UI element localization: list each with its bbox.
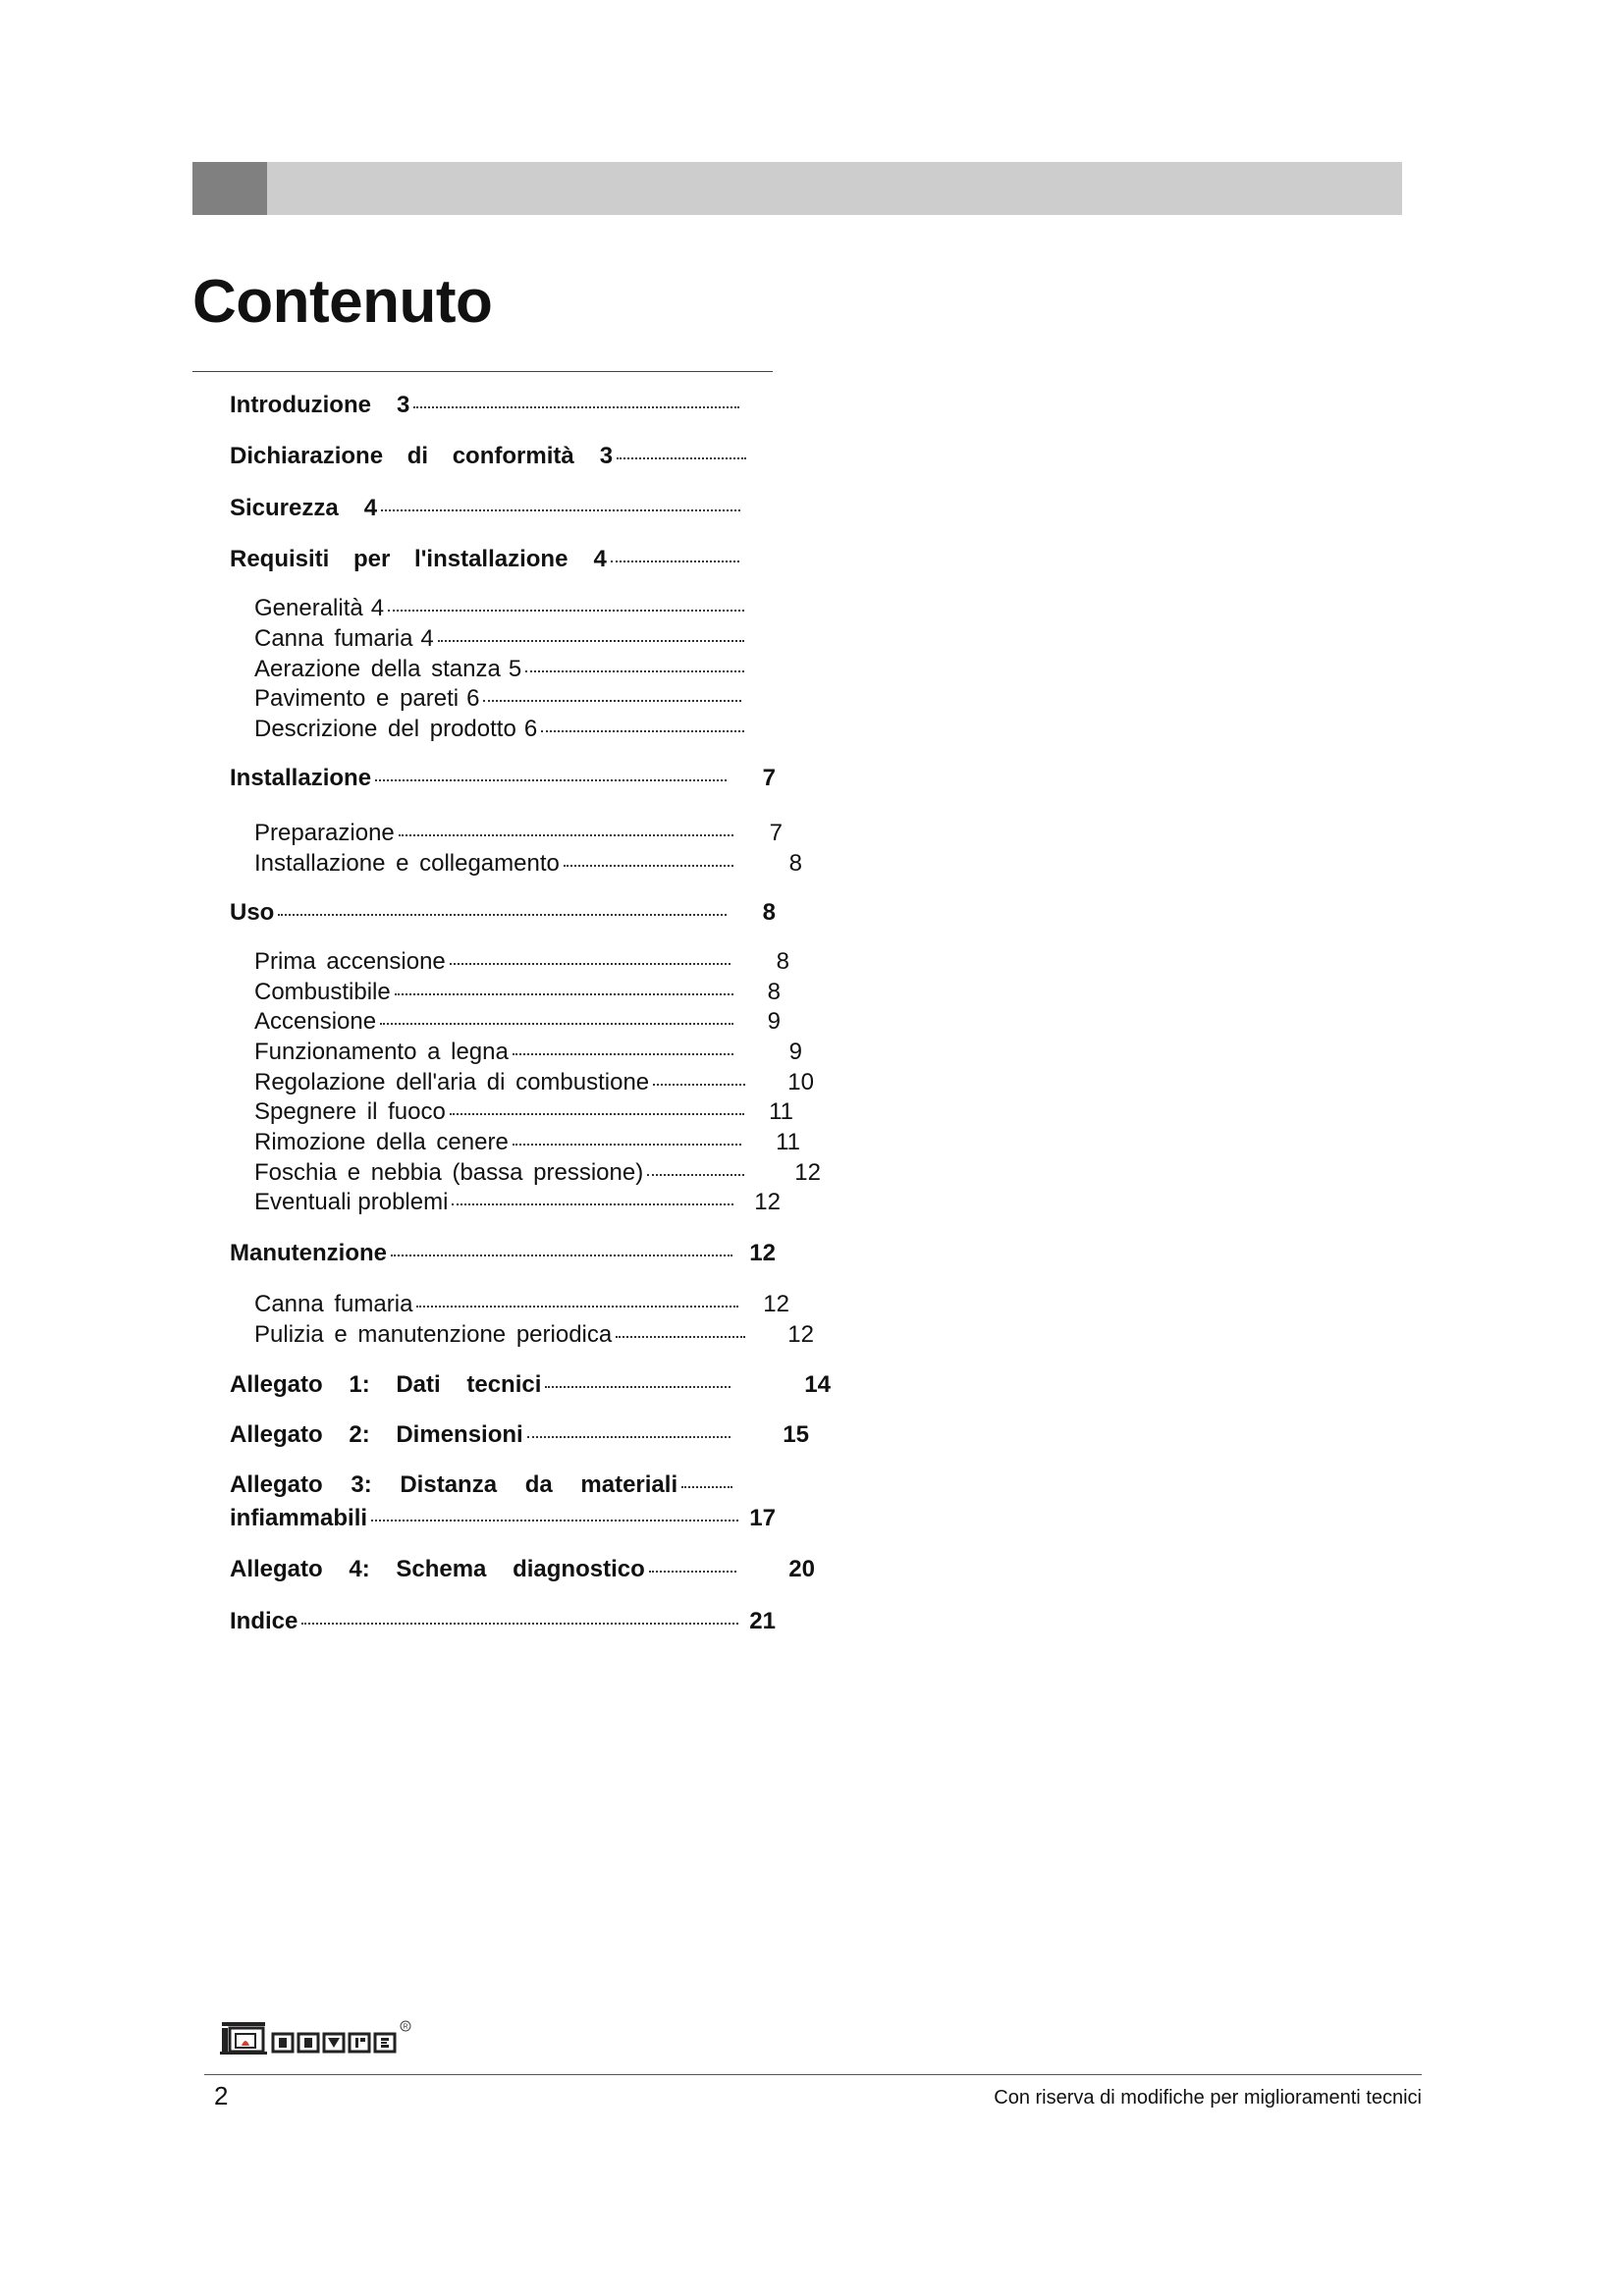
toc-entry-page: 10 bbox=[787, 1069, 814, 1095]
toc-leader-dots bbox=[450, 1113, 744, 1115]
toc-entry-label: Sicurezza bbox=[230, 495, 339, 521]
toc-entry-label: Descrizione del prodotto bbox=[254, 716, 516, 742]
toc-entry-page: 8 bbox=[767, 979, 781, 1005]
toc-entry-label: Accensione bbox=[254, 1008, 377, 1035]
toc-entry-page: 4 bbox=[363, 495, 378, 521]
toc-entry-page: 14 bbox=[804, 1371, 831, 1398]
toc-leader-dots bbox=[564, 865, 733, 867]
toc-leader-dots bbox=[647, 1174, 744, 1176]
toc-entry-page: 3 bbox=[599, 443, 614, 469]
toc-entry-label: Introduzione bbox=[230, 392, 371, 418]
page-number: 2 bbox=[214, 2081, 229, 2110]
footer-rule bbox=[204, 2074, 1422, 2075]
toc-entry-manutenzione[interactable] bbox=[230, 1239, 776, 1268]
toc-leader-dots bbox=[525, 670, 744, 672]
toc-entry-sicurezza[interactable] bbox=[230, 494, 744, 523]
toc-leader-dots bbox=[391, 1255, 732, 1256]
toc-entry-page: 12 bbox=[749, 1240, 776, 1266]
toc-entry-pavimento[interactable] bbox=[254, 684, 745, 714]
toc-entry-label: Installazione bbox=[230, 765, 372, 791]
toc-entry-label: Canna fumaria bbox=[254, 625, 413, 652]
toc-leader-dots bbox=[413, 406, 739, 408]
toc-entry-page: 12 bbox=[794, 1159, 821, 1186]
toc-entry-requisiti[interactable] bbox=[230, 545, 743, 574]
toc-entry-prima-accensione[interactable] bbox=[254, 947, 789, 977]
toc-leader-dots bbox=[513, 1053, 733, 1055]
toc-entry-foschia-nebbia[interactable] bbox=[254, 1158, 821, 1188]
toc-entry-label: Rimozione della cenere bbox=[254, 1129, 509, 1155]
footer-note: Con riserva di modifiche per miglioramenti tecnici bbox=[994, 2087, 1422, 2109]
toc-leader-dots bbox=[513, 1144, 741, 1146]
toc-entry-label: Funzionamento a legna bbox=[254, 1039, 509, 1065]
toc-entry-page: 12 bbox=[763, 1291, 789, 1317]
toc-entry-label: Combustibile bbox=[254, 979, 391, 1005]
toc-entry-label: Allegato 3: Distanza da materiali bbox=[230, 1471, 678, 1498]
toc-leader-dots bbox=[301, 1623, 738, 1625]
toc-leader-dots bbox=[616, 1336, 745, 1338]
toc-entry-page: 9 bbox=[788, 1039, 802, 1065]
toc-entry-introduzione[interactable] bbox=[230, 391, 743, 420]
toc-entry-label: Prima accensione bbox=[254, 948, 446, 975]
toc-entry-page: 5 bbox=[508, 656, 522, 682]
toc-leader-dots bbox=[452, 1203, 733, 1205]
toc-leader-dots bbox=[416, 1306, 738, 1308]
toc-leader-dots bbox=[541, 730, 744, 732]
toc-entry-label: Spegnere il fuoco bbox=[254, 1098, 446, 1125]
toc-leader-dots bbox=[395, 993, 733, 995]
toc-entry-label: Regolazione dell'aria di combustione bbox=[254, 1069, 650, 1095]
toc-entry-label: Aerazione della stanza bbox=[254, 656, 501, 682]
toc-leader-dots bbox=[545, 1386, 731, 1388]
toc-entry-canna-fumaria-2[interactable] bbox=[254, 1290, 789, 1319]
toc-entry-indice[interactable] bbox=[230, 1607, 776, 1636]
toc-entry-aerazione[interactable] bbox=[254, 655, 748, 684]
toc-entry-page: 4 bbox=[420, 625, 434, 652]
toc-entry-pulizia-manutenzione[interactable] bbox=[254, 1320, 814, 1350]
toc-entry-label: infiammabili bbox=[230, 1505, 368, 1531]
toc-entry-label: Canna fumaria bbox=[254, 1291, 413, 1317]
toc-leader-dots bbox=[611, 561, 739, 562]
toc-entry-label: Allegato 4: Schema diagnostico bbox=[230, 1556, 645, 1582]
toc-entry-allegato-3[interactable] bbox=[230, 1470, 736, 1500]
toc-entry-page: 9 bbox=[767, 1008, 781, 1035]
toc-leader-dots bbox=[375, 779, 727, 781]
brand-logo bbox=[220, 2016, 416, 2056]
toc-entry-label: Manutenzione bbox=[230, 1240, 387, 1266]
toc-entry-allegato-3-cont[interactable] bbox=[230, 1504, 776, 1533]
toc-leader-dots bbox=[450, 963, 731, 965]
toc-entry-page: 8 bbox=[788, 850, 802, 877]
toc-entry-combustibile[interactable] bbox=[254, 978, 781, 1007]
toc-leader-dots bbox=[371, 1520, 738, 1522]
toc-entry-label: Requisiti per l'installazione bbox=[230, 546, 568, 572]
toc-entry-preparazione[interactable] bbox=[254, 819, 783, 848]
toc-entry-page: 6 bbox=[466, 685, 480, 712]
toc-entry-regolazione-aria[interactable] bbox=[254, 1068, 814, 1097]
toc-entry-page: 7 bbox=[762, 765, 776, 791]
toc-entry-page: 8 bbox=[776, 948, 789, 975]
toc-entry-page: 4 bbox=[593, 546, 607, 572]
page-title: Contenuto bbox=[192, 268, 493, 336]
toc-entry-page: 4 bbox=[370, 595, 385, 621]
toc-entry-label: Dichiarazione di conformità bbox=[230, 443, 574, 469]
toc-entry-page: 17 bbox=[749, 1505, 776, 1531]
toc-entry-label: Allegato 1: Dati tecnici bbox=[230, 1371, 542, 1398]
toc-leader-dots bbox=[681, 1486, 732, 1488]
toc-leader-dots bbox=[388, 610, 744, 612]
toc-entry-page: 6 bbox=[523, 716, 538, 742]
toc-entry-page: 12 bbox=[787, 1321, 814, 1348]
toc-leader-dots bbox=[438, 640, 744, 642]
toc-entry-label: Uso bbox=[230, 899, 275, 926]
toc-entry-label: Allegato 2: Dimensioni bbox=[230, 1421, 523, 1448]
toc-entry-page: 21 bbox=[749, 1608, 776, 1634]
toc-entry-label: Eventuali problemi bbox=[254, 1189, 449, 1215]
toc-entry-page: 20 bbox=[788, 1556, 815, 1582]
toc-entry-page: 3 bbox=[396, 392, 410, 418]
toc-entry-page: 8 bbox=[762, 899, 776, 926]
toc-leader-dots bbox=[617, 457, 746, 459]
toc-entry-label: Pulizia e manutenzione periodica bbox=[254, 1321, 613, 1348]
toc-leader-dots bbox=[380, 1023, 733, 1025]
toc-entry-funzionamento-legna[interactable] bbox=[254, 1038, 802, 1067]
toc-entry-label: Preparazione bbox=[254, 820, 395, 846]
toc-leader-dots bbox=[381, 509, 740, 511]
toc-entry-allegato-4[interactable] bbox=[230, 1555, 815, 1584]
brand-logo-graphic bbox=[220, 2016, 416, 2056]
toc-entry-allegato-1[interactable] bbox=[230, 1370, 831, 1400]
toc-entry-rimozione-cenere[interactable] bbox=[254, 1128, 800, 1157]
toc-entry-allegato-2[interactable] bbox=[230, 1420, 809, 1450]
toc-entry-page: 15 bbox=[783, 1421, 809, 1448]
toc-entry-dichiarazione[interactable] bbox=[230, 442, 750, 471]
toc-leader-dots bbox=[483, 700, 741, 702]
toc-entry-label: Generalità bbox=[254, 595, 363, 621]
toc-entry-page: 12 bbox=[754, 1189, 781, 1215]
toc-entry-installazione-collegamento[interactable] bbox=[254, 849, 802, 879]
toc-entry-spegnere-fuoco[interactable] bbox=[254, 1097, 793, 1127]
toc-entry-generalita[interactable] bbox=[254, 594, 748, 623]
toc-leader-dots bbox=[649, 1571, 736, 1573]
toc-entry-label: Foschia e nebbia (bassa pressione) bbox=[254, 1159, 644, 1186]
svg-text:R: R bbox=[403, 2023, 408, 2031]
toc-entry-descrizione[interactable] bbox=[254, 715, 748, 744]
toc-entry-uso[interactable] bbox=[230, 898, 776, 928]
toc-entry-label: Installazione e collegamento bbox=[254, 850, 560, 877]
toc-entry-installazione[interactable] bbox=[230, 764, 776, 793]
toc-leader-dots bbox=[278, 914, 727, 916]
toc-entry-label: Pavimento e pareti bbox=[254, 685, 460, 712]
toc-entry-page: 11 bbox=[769, 1098, 793, 1125]
toc-leader-dots bbox=[653, 1084, 745, 1086]
toc-entry-canna-fumaria[interactable] bbox=[254, 624, 748, 654]
toc-leader-dots bbox=[399, 834, 733, 836]
toc-entry-page: 11 bbox=[776, 1129, 800, 1155]
toc-entry-label: Indice bbox=[230, 1608, 298, 1634]
toc-entry-accensione[interactable] bbox=[254, 1007, 781, 1037]
toc-entry-page: 7 bbox=[769, 820, 783, 846]
toc-leader-dots bbox=[527, 1436, 731, 1438]
toc-entry-eventuali-problemi[interactable] bbox=[254, 1188, 781, 1217]
